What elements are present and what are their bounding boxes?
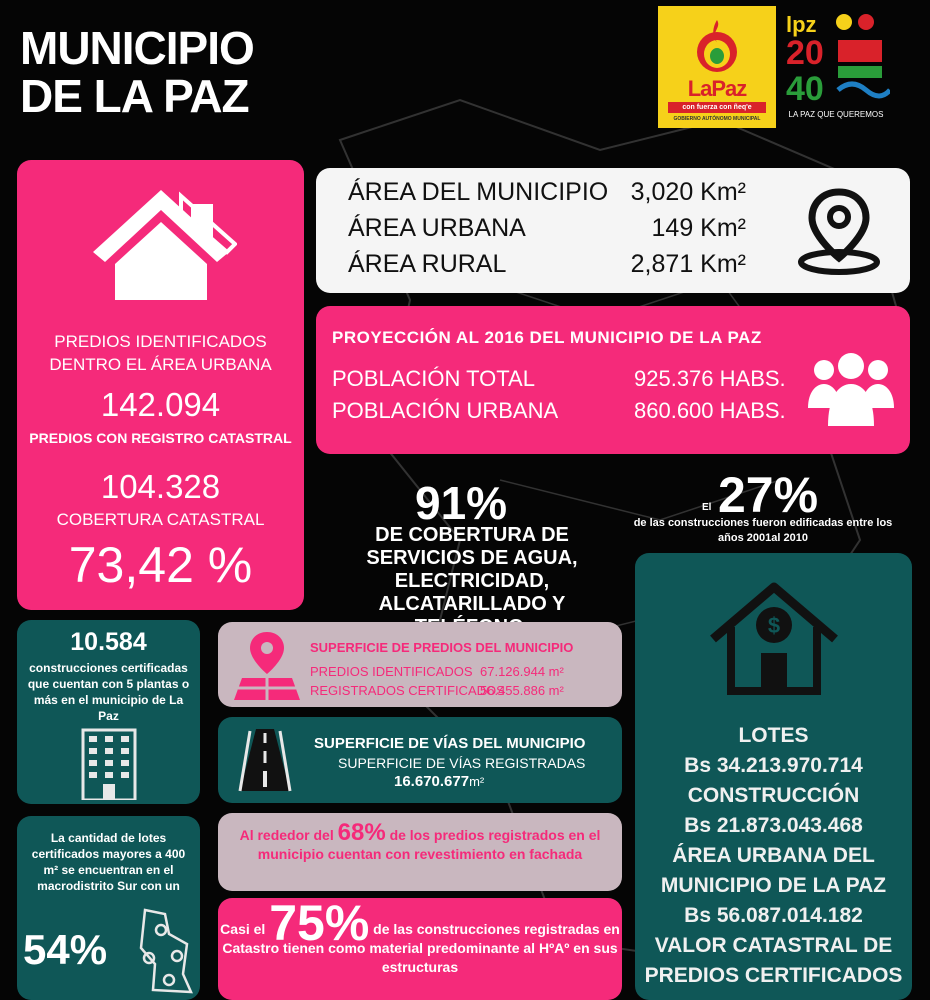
material-text (218, 895, 622, 977)
valor-line: CONSTRUCCIÓN (687, 784, 860, 807)
predios-registro-value: 104.328 (100, 468, 221, 505)
lapaz-logo-name: LaPaz (687, 76, 747, 101)
lpz2040-logo-mark (782, 8, 890, 108)
house-dollar-icon (707, 581, 841, 697)
predios-identificados-label: PREDIOS IDENTIFICADOS DENTRO EL ÁREA URBANA (49, 332, 272, 374)
area-label: ÁREA DEL MUNICIPIO (348, 178, 609, 206)
valor-catastral-text (635, 721, 912, 991)
predios-identificados-sup-label: PREDIOS IDENTIFICADOS (310, 664, 473, 679)
poblacion-urbana-label: POBLACIÓN URBANA (332, 398, 559, 423)
area-label: ÁREA URBANA (348, 214, 526, 242)
map-pin-grid-icon (232, 630, 302, 702)
superficie-predios-card (218, 622, 622, 707)
area-card (316, 168, 910, 293)
construcciones-2001-prefix: El (702, 502, 712, 513)
people-icon (804, 346, 898, 430)
superficie-vias-card (218, 717, 622, 803)
construcciones-5-value: 10.584 (70, 628, 147, 656)
lpz2040-logo (782, 8, 890, 128)
construcciones-5-text: construcciones certificadas que cuentan con 5 plantas o más en el municipio de La Paz (27, 661, 190, 723)
valor-line: Bs 34.213.970.714 (684, 754, 863, 777)
construcciones-5-card (17, 620, 200, 804)
lotes-400-text: La cantidad de lotes certificados mayores a 400 m² se encuentran en el macrodistrito Sur con un (31, 831, 186, 893)
map-pin-icon (796, 186, 882, 276)
superficie-vias-value: 16.670.677 (394, 773, 470, 790)
area-row (348, 178, 608, 207)
valor-catastral-card (635, 553, 912, 1000)
superficie-vias-sub: SUPERFICIE DE VÍAS REGISTRADAS (338, 755, 586, 771)
area-value: 149 Km² (651, 214, 746, 242)
proyeccion-heading: PROYECCIÓN AL 2016 DEL MUNICIPIO DE LA PAZ (332, 328, 762, 347)
poblacion-urbana-value: 860.600 HABS. (634, 398, 786, 423)
predios-card (17, 160, 304, 610)
predios-identificados-value: 142.094 (100, 386, 221, 423)
poblacion-total-label: POBLACIÓN TOTAL (332, 366, 535, 391)
superficie-vias-unit: m² (469, 774, 485, 789)
valor-line: Bs 21.873.043.468 (684, 814, 863, 837)
valor-line: MUNICIPIO DE LA PAZ (660, 874, 887, 897)
proyeccion-card (316, 306, 910, 454)
predios-registro-label: PREDIOS CON REGISTRO CATASTRAL (29, 430, 292, 446)
construcciones-2001-percent: 27% (718, 467, 819, 523)
area-value: 2,871 Km² (630, 250, 746, 278)
construcciones-2001-text: de las construcciones fueron edificadas entre los años 2001al 2010 (633, 517, 893, 544)
lpz2040-tagline: LA PAZ QUE QUEREMOS (788, 110, 884, 119)
svg-text:40: 40 (786, 70, 824, 108)
lotes-400-card (17, 816, 200, 1000)
material-pre: Casi el (220, 921, 266, 937)
registrados-certificados-label: REGISTRADOS CERTIFICADOS (310, 683, 505, 698)
flame-logo-icon (692, 18, 742, 76)
lapaz-logo-sub: GOBIERNO AUTÓNOMO MUNICIPAL (673, 116, 761, 122)
cobertura-servicios-percent: 91% (415, 477, 508, 529)
page-title: MUNICIPIO DE LA PAZ (20, 22, 254, 122)
lapaz-logo-band: con fuerza con ñeq'e (668, 102, 766, 113)
cobertura-catastral-value: 73,42 % (68, 537, 253, 593)
superficie-vias-value-wrap (394, 773, 484, 790)
poblacion-total-value: 925.376 HABS. (634, 366, 786, 391)
area-value: 3,020 Km² (630, 178, 746, 206)
svg-text:$: $ (767, 613, 781, 638)
valor-line: VALOR CATASTRAL DE (654, 934, 893, 957)
cobertura-catastral-label: COBERTURA CATASTRAL (56, 510, 265, 529)
road-icon (238, 727, 292, 793)
material-post: de las construcciones registradas en Catastro tienen como material predominante al HºAº en sus estructuras (222, 921, 620, 975)
valor-line: LOTES (738, 724, 809, 747)
svg-text:lpz: lpz (786, 12, 817, 37)
area-row (348, 214, 526, 243)
area-label: ÁREA RURAL (348, 250, 507, 278)
valor-line: Bs 56.087.014.182 (684, 904, 863, 927)
svg-text:20: 20 (786, 34, 824, 72)
revestimiento-post: de los predios registrados en el municipio cuentan con revestimiento en fachada (257, 827, 601, 862)
valor-line: ÁREA URBANA DEL (672, 844, 875, 867)
valor-line: PREDIOS CERTIFICADOS (644, 964, 903, 987)
map-route-icon (135, 904, 195, 996)
revestimiento-text (218, 819, 622, 864)
lapaz-logo (658, 6, 776, 128)
revestimiento-card (218, 813, 622, 891)
revestimiento-pre: Al rededor del (239, 827, 334, 843)
lotes-400-percent: 54% (23, 926, 108, 973)
house-icon (85, 182, 237, 302)
revestimiento-percent: 68% (337, 819, 386, 846)
superficie-vias-heading: SUPERFICIE DE VÍAS DEL MUNICIPIO (314, 735, 586, 752)
material-percent: 75% (269, 895, 370, 951)
building-icon (77, 726, 141, 800)
superficie-predios-heading: SUPERFICIE DE PREDIOS DEL MUNICIPIO (310, 640, 574, 655)
cobertura-servicios-text: DE COBERTURA DE SERVICIOS DE AGUA, ELECTRICIDAD, ALCATARILLADO Y (366, 524, 578, 615)
material-card (218, 895, 622, 1000)
registrados-certificados-value: 56.455.886 m² (480, 683, 564, 698)
area-row (348, 250, 506, 279)
predios-identificados-sup-value: 67.126.944 m² (480, 664, 564, 679)
